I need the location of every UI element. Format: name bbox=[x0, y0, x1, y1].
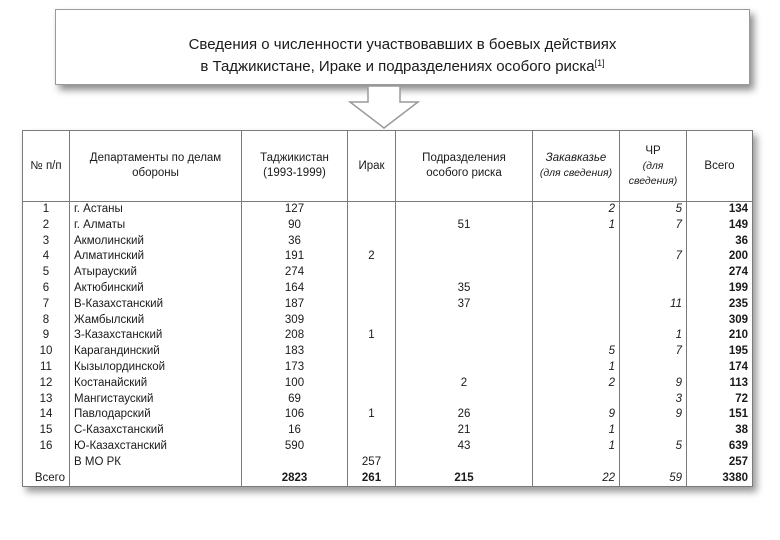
cell-special-units bbox=[396, 202, 533, 218]
cell-tajikistan: 590 bbox=[242, 439, 348, 455]
cell-transcaucasia bbox=[533, 234, 620, 250]
cell-tajikistan: 191 bbox=[242, 249, 348, 265]
cell-tajikistan: 36 bbox=[242, 234, 348, 250]
cell-no: 1 bbox=[23, 202, 70, 218]
cell-transcaucasia bbox=[533, 313, 620, 329]
header-chr-label: ЧР bbox=[645, 144, 661, 157]
cell-total: 309 bbox=[687, 313, 753, 329]
title-line-1: Сведения о численности участвовавших в боевых действиях bbox=[188, 36, 617, 53]
cell-transcaucasia: 5 bbox=[533, 344, 620, 360]
header-special-units: Подразделения особого риска bbox=[396, 131, 533, 202]
cell-chr bbox=[620, 455, 687, 471]
cell-no: 12 bbox=[23, 376, 70, 392]
table-row bbox=[23, 234, 753, 250]
cell-no: 5 bbox=[23, 265, 70, 281]
cell-department: Актюбинский bbox=[70, 281, 242, 297]
cell-tajikistan: 274 bbox=[242, 265, 348, 281]
cell-iraq: 1 bbox=[348, 407, 396, 423]
totals-tajikistan: 2823 bbox=[242, 471, 348, 487]
cell-tajikistan: 127 bbox=[242, 202, 348, 218]
cell-transcaucasia bbox=[533, 249, 620, 265]
cell-special-units: 35 bbox=[396, 281, 533, 297]
cell-chr: 7 bbox=[620, 344, 687, 360]
cell-transcaucasia bbox=[533, 265, 620, 281]
table-row bbox=[23, 297, 753, 313]
cell-tajikistan: 309 bbox=[242, 313, 348, 329]
cell-total: 174 bbox=[687, 360, 753, 376]
cell-total: 134 bbox=[687, 202, 753, 218]
cell-department: Алматинский bbox=[70, 249, 242, 265]
cell-department: Атырауский bbox=[70, 265, 242, 281]
cell-department: Карагандинский bbox=[70, 344, 242, 360]
table-row bbox=[23, 281, 753, 297]
cell-no: 14 bbox=[23, 407, 70, 423]
header-transcaucasia-note: (для сведения) bbox=[539, 167, 613, 179]
cell-iraq bbox=[348, 423, 396, 439]
cell-chr: 5 bbox=[620, 202, 687, 218]
cell-chr: 5 bbox=[620, 439, 687, 455]
header-tajikistan: Таджикистан (1993-1999) bbox=[242, 131, 348, 202]
cell-no: 11 bbox=[23, 360, 70, 376]
table-row bbox=[23, 360, 753, 376]
table-row bbox=[23, 313, 753, 329]
cell-department: Ю-Казахстанский bbox=[70, 439, 242, 455]
cell-chr: 9 bbox=[620, 376, 687, 392]
cell-chr: 1 bbox=[620, 328, 687, 344]
cell-special-units bbox=[396, 344, 533, 360]
cell-transcaucasia bbox=[533, 281, 620, 297]
cell-special-units: 43 bbox=[396, 439, 533, 455]
cell-no: 16 bbox=[23, 439, 70, 455]
totals-special-units: 215 bbox=[396, 471, 533, 487]
header-no: № п/п bbox=[23, 131, 70, 202]
cell-chr: 7 bbox=[620, 218, 687, 234]
cell-iraq bbox=[348, 439, 396, 455]
cell-total: 274 bbox=[687, 265, 753, 281]
cell-special-units: 2 bbox=[396, 376, 533, 392]
cell-special-units bbox=[396, 313, 533, 329]
cell-total: 195 bbox=[687, 344, 753, 360]
cell-department: Костанайский bbox=[70, 376, 242, 392]
cell-total: 38 bbox=[687, 423, 753, 439]
cell-department: В МО РК bbox=[70, 455, 242, 471]
table-row bbox=[23, 202, 753, 218]
cell-department: З-Казахстанский bbox=[70, 328, 242, 344]
cell-total: 151 bbox=[687, 407, 753, 423]
cell-no: 15 bbox=[23, 423, 70, 439]
cell-chr bbox=[620, 360, 687, 376]
header-chr bbox=[620, 131, 687, 202]
cell-chr bbox=[620, 281, 687, 297]
totals-transcaucasia: 22 bbox=[533, 471, 620, 487]
cell-iraq bbox=[348, 202, 396, 218]
cell-no: 6 bbox=[23, 281, 70, 297]
totals-empty bbox=[70, 471, 242, 487]
header-total: Всего bbox=[687, 131, 753, 202]
cell-no bbox=[23, 455, 70, 471]
cell-transcaucasia bbox=[533, 297, 620, 313]
cell-total: 199 bbox=[687, 281, 753, 297]
totals-chr: 59 bbox=[620, 471, 687, 487]
table-row bbox=[23, 218, 753, 234]
table-row bbox=[23, 328, 753, 344]
cell-department: Жамбылский bbox=[70, 313, 242, 329]
table-row bbox=[23, 265, 753, 281]
cell-iraq: 1 bbox=[348, 328, 396, 344]
cell-chr: 11 bbox=[620, 297, 687, 313]
cell-department: С-Казахстанский bbox=[70, 423, 242, 439]
cell-special-units bbox=[396, 328, 533, 344]
cell-chr bbox=[620, 313, 687, 329]
cell-no: 8 bbox=[23, 313, 70, 329]
title-box bbox=[55, 9, 750, 85]
cell-tajikistan: 173 bbox=[242, 360, 348, 376]
cell-iraq bbox=[348, 281, 396, 297]
cell-tajikistan: 90 bbox=[242, 218, 348, 234]
cell-iraq bbox=[348, 376, 396, 392]
cell-tajikistan bbox=[242, 455, 348, 471]
cell-iraq bbox=[348, 297, 396, 313]
cell-iraq bbox=[348, 313, 396, 329]
cell-tajikistan: 100 bbox=[242, 376, 348, 392]
footnote-ref[interactable]: [1] bbox=[594, 58, 605, 68]
cell-department: Кызылординской bbox=[70, 360, 242, 376]
totals-row bbox=[23, 471, 753, 487]
cell-special-units: 51 bbox=[396, 218, 533, 234]
cell-tajikistan: 69 bbox=[242, 392, 348, 408]
table-row bbox=[23, 455, 753, 471]
cell-special-units bbox=[396, 265, 533, 281]
cell-iraq bbox=[348, 344, 396, 360]
cell-chr bbox=[620, 423, 687, 439]
cell-chr bbox=[620, 265, 687, 281]
cell-no: 7 bbox=[23, 297, 70, 313]
cell-tajikistan: 16 bbox=[242, 423, 348, 439]
cell-total: 113 bbox=[687, 376, 753, 392]
table-row bbox=[23, 407, 753, 423]
cell-special-units: 21 bbox=[396, 423, 533, 439]
cell-transcaucasia: 2 bbox=[533, 202, 620, 218]
cell-tajikistan: 187 bbox=[242, 297, 348, 313]
cell-special-units bbox=[396, 455, 533, 471]
cell-transcaucasia: 1 bbox=[533, 218, 620, 234]
cell-no: 9 bbox=[23, 328, 70, 344]
cell-no: 4 bbox=[23, 249, 70, 265]
table-body bbox=[23, 202, 753, 487]
table-row bbox=[23, 376, 753, 392]
header-iraq: Ирак bbox=[348, 131, 396, 202]
cell-total: 149 bbox=[687, 218, 753, 234]
cell-iraq: 257 bbox=[348, 455, 396, 471]
down-arrow-icon bbox=[346, 86, 422, 130]
title-line-2-text: в Таджикистане, Ираке и подразделениях особого риска bbox=[200, 58, 595, 75]
cell-transcaucasia: 1 bbox=[533, 360, 620, 376]
header-transcaucasia-label: Закавказье bbox=[545, 152, 607, 164]
cell-transcaucasia: 1 bbox=[533, 423, 620, 439]
cell-transcaucasia: 1 bbox=[533, 439, 620, 455]
cell-no: 10 bbox=[23, 344, 70, 360]
cell-special-units: 26 bbox=[396, 407, 533, 423]
cell-total: 72 bbox=[687, 392, 753, 408]
cell-tajikistan: 208 bbox=[242, 328, 348, 344]
header-chr-note: (для сведения) bbox=[628, 159, 678, 187]
cell-department: Мангистауский bbox=[70, 392, 242, 408]
table-row bbox=[23, 439, 753, 455]
totals-iraq: 261 bbox=[348, 471, 396, 487]
cell-iraq bbox=[348, 360, 396, 376]
cell-no: 2 bbox=[23, 218, 70, 234]
cell-total: 36 bbox=[687, 234, 753, 250]
cell-chr bbox=[620, 234, 687, 250]
cell-total: 210 bbox=[687, 328, 753, 344]
cell-special-units bbox=[396, 392, 533, 408]
header-row bbox=[23, 131, 753, 202]
cell-department: Акмолинский bbox=[70, 234, 242, 250]
cell-department: г. Алматы bbox=[70, 218, 242, 234]
cell-chr: 3 bbox=[620, 392, 687, 408]
cell-transcaucasia bbox=[533, 455, 620, 471]
cell-total: 235 bbox=[687, 297, 753, 313]
cell-iraq bbox=[348, 265, 396, 281]
header-departments: Департаменты по делам обороны bbox=[70, 131, 242, 202]
data-table bbox=[22, 130, 753, 487]
cell-department: г. Астаны bbox=[70, 202, 242, 218]
cell-department: Павлодарский bbox=[70, 407, 242, 423]
cell-transcaucasia bbox=[533, 392, 620, 408]
cell-special-units bbox=[396, 360, 533, 376]
cell-transcaucasia: 9 bbox=[533, 407, 620, 423]
cell-total: 639 bbox=[687, 439, 753, 455]
cell-department: В-Казахстанский bbox=[70, 297, 242, 313]
cell-total: 200 bbox=[687, 249, 753, 265]
title-line-2 bbox=[56, 54, 749, 76]
cell-no: 3 bbox=[23, 234, 70, 250]
cell-iraq: 2 bbox=[348, 249, 396, 265]
totals-total: 3380 bbox=[687, 471, 753, 487]
cell-chr: 9 bbox=[620, 407, 687, 423]
cell-iraq bbox=[348, 234, 396, 250]
cell-special-units: 37 bbox=[396, 297, 533, 313]
table-row bbox=[23, 392, 753, 408]
cell-iraq bbox=[348, 218, 396, 234]
table-row bbox=[23, 249, 753, 265]
cell-tajikistan: 183 bbox=[242, 344, 348, 360]
cell-tajikistan: 164 bbox=[242, 281, 348, 297]
cell-no: 13 bbox=[23, 392, 70, 408]
cell-transcaucasia: 2 bbox=[533, 376, 620, 392]
table-row bbox=[23, 423, 753, 439]
header-transcaucasia bbox=[533, 131, 620, 202]
cell-special-units bbox=[396, 249, 533, 265]
cell-chr: 7 bbox=[620, 249, 687, 265]
cell-iraq bbox=[348, 392, 396, 408]
table-row bbox=[23, 344, 753, 360]
totals-label: Всего bbox=[23, 471, 70, 487]
cell-tajikistan: 106 bbox=[242, 407, 348, 423]
cell-transcaucasia bbox=[533, 328, 620, 344]
cell-total: 257 bbox=[687, 455, 753, 471]
cell-special-units bbox=[396, 234, 533, 250]
